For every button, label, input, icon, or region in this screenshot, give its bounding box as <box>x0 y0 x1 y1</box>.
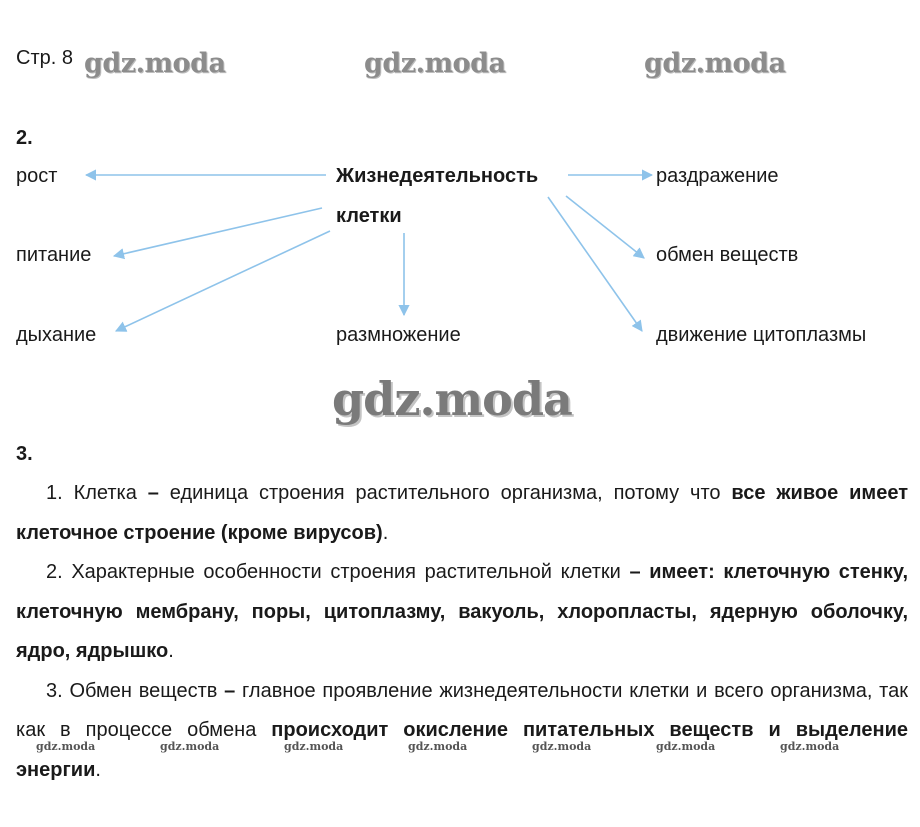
watermark-small: gdz.moda <box>284 740 344 753</box>
diagram-center-line1: Жизнедеятельность <box>336 165 539 187</box>
arrow-to-dyhanie <box>116 231 330 331</box>
answer-paragraph: 3. Обмен веществ – главное проявление жизнедеятельности клетки и всего организма, так как в процессе обмена происходит окисление питательных веществ и выделение энергии. <box>16 679 908 781</box>
watermark-small: gdz.moda <box>160 740 220 753</box>
arrow-to-dvizhenie <box>548 197 642 331</box>
watermark-small: gdz.moda <box>36 740 96 753</box>
diagram-left-item: питание <box>16 244 92 266</box>
watermark-small: gdz.moda <box>408 740 468 753</box>
task-number: 3. <box>16 443 33 465</box>
watermark: gdz.moda <box>84 48 226 79</box>
watermark: gdz.moda <box>364 48 506 79</box>
watermark-small: gdz.moda <box>780 740 840 753</box>
arrow-to-obmen <box>566 196 644 258</box>
diagram-right-item: раздражение <box>656 165 779 187</box>
diagram-left-item: дыхание <box>16 324 97 346</box>
diagram-right-item: движение цитоплазмы <box>656 324 867 346</box>
diagram-left-item: рост <box>16 165 58 187</box>
answer-paragraph: 2. Характерные особенности строения растительной клетки – имеет: клеточную стенку, клеточную мембрану, поры, цитоплазму, вакуоль, хлоропласты, ядерную оболочку, ядро, ядрышко. <box>16 561 908 662</box>
diagram-right-item: обмен веществ <box>656 244 799 266</box>
page-label: Стр. 8 <box>16 47 73 69</box>
watermark-large: gdz.moda <box>332 372 572 426</box>
watermark-small: gdz.moda <box>656 740 716 753</box>
watermark-small: gdz.moda <box>532 740 592 753</box>
diagram-center-line2: клетки <box>336 205 402 227</box>
diagram-bottom-item: размножение <box>336 324 461 346</box>
answer-paragraph: 1. Клетка – единица строения растительного организма, потому что все живое имеет клеточное строение (кроме вирусов). <box>16 482 908 544</box>
task-number: 2. <box>16 127 33 149</box>
watermark: gdz.moda <box>644 48 786 79</box>
